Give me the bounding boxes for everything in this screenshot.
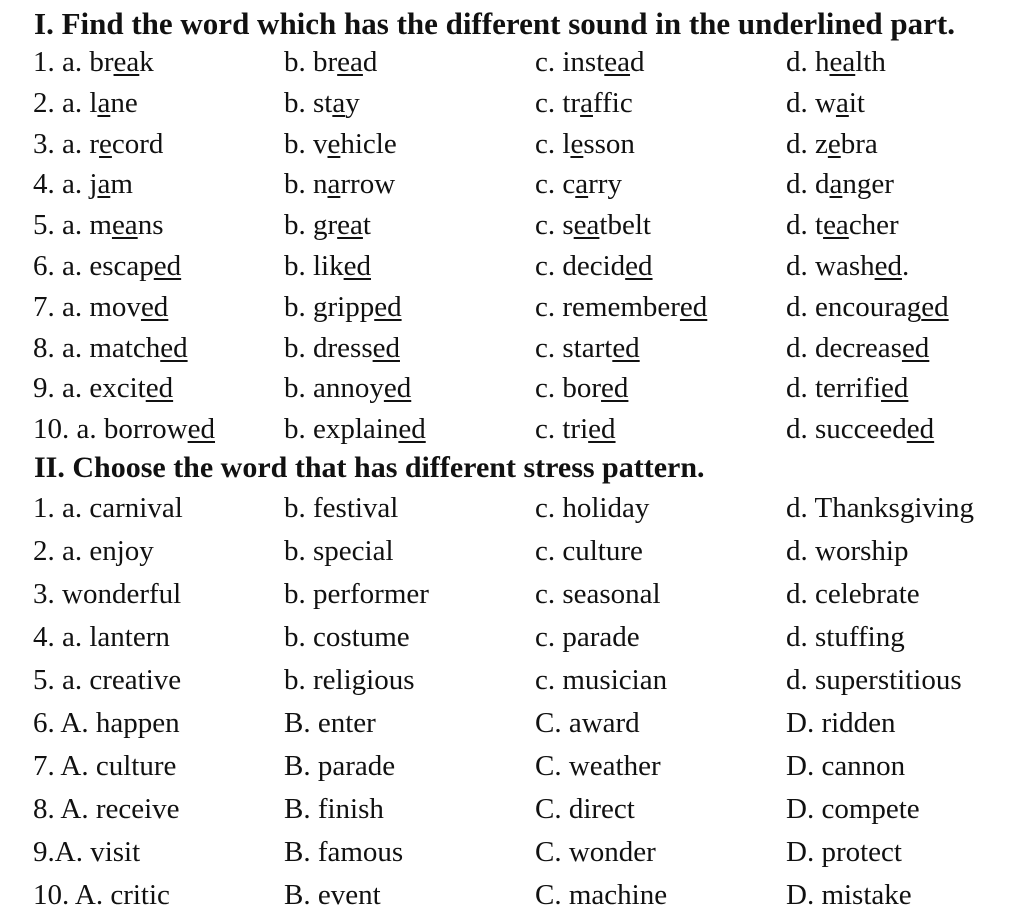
- option-text: b. br: [284, 46, 338, 78]
- answer-option: [535, 409, 616, 449]
- option-text: ffic: [592, 86, 633, 119]
- underlined-part: a: [829, 168, 843, 201]
- answer-option: c. parade: [535, 620, 640, 653]
- answer-option: d. worship: [786, 534, 909, 567]
- option-text: b. st: [284, 86, 333, 119]
- answer-option: [284, 164, 395, 204]
- answer-option: [284, 287, 402, 327]
- underlined-part: ed: [372, 331, 400, 364]
- option-text: d. decreas: [786, 331, 902, 364]
- section-2-questions: [0, 488, 1024, 918]
- answer-option: [284, 328, 400, 368]
- option-text: d. d: [786, 168, 830, 201]
- answer-option: C. wonder: [535, 835, 656, 868]
- underlined-part: ed: [881, 372, 909, 405]
- answer-option: B. finish: [284, 792, 384, 825]
- option-text: c. tr: [535, 86, 581, 119]
- option-text: 3. a. r: [33, 127, 100, 160]
- underlined-part: a: [332, 86, 346, 119]
- answer-option: 6. A. happen: [33, 706, 180, 739]
- option-text: d. succeed: [786, 413, 907, 446]
- answer-option: b. performer: [284, 577, 429, 610]
- option-text: cord: [111, 127, 164, 160]
- answer-option: [284, 124, 397, 164]
- underlined-part: ed: [383, 372, 412, 405]
- answer-option: 3. wonderful: [33, 577, 182, 610]
- answer-option: [535, 328, 640, 368]
- question-row: [0, 368, 1024, 409]
- option-text: b. n: [284, 168, 328, 201]
- question-row: [0, 832, 1024, 875]
- answer-option: [284, 246, 371, 286]
- underlined-part: ea: [113, 46, 140, 78]
- option-text: d. t: [786, 209, 824, 242]
- question-row: [0, 205, 1024, 246]
- option-text: c. bor: [535, 372, 602, 405]
- answer-option: [786, 124, 878, 164]
- answer-option: [786, 83, 865, 123]
- answer-option: b. special: [284, 534, 394, 567]
- option-text: d. w: [786, 86, 836, 119]
- question-row: [0, 246, 1024, 287]
- underlined-part: ed: [153, 249, 182, 282]
- answer-option: [284, 83, 360, 123]
- answer-option: [535, 205, 651, 245]
- answer-option: [786, 287, 949, 327]
- answer-option: 1. a. carnival: [33, 491, 183, 524]
- underlined-part: a: [575, 168, 589, 201]
- section-2-title: II. Choose the word that has different stress pattern.: [34, 450, 705, 484]
- question-row: [0, 42, 1024, 83]
- option-text: c. s: [535, 209, 574, 242]
- answer-option: [786, 246, 909, 286]
- option-text: b. gr: [284, 209, 338, 242]
- option-text: nger: [842, 168, 894, 201]
- underlined-part: e: [570, 127, 584, 160]
- answer-option: [33, 287, 168, 327]
- answer-option: d. celebrate: [786, 577, 920, 610]
- option-text: d: [362, 46, 378, 78]
- question-row: [0, 574, 1024, 617]
- answer-option: [33, 328, 188, 368]
- answer-option: B. parade: [284, 749, 396, 782]
- underlined-part: ed: [343, 249, 371, 282]
- answer-option: [786, 409, 934, 449]
- answer-option: 10. A. critic: [33, 878, 170, 911]
- question-row: [0, 617, 1024, 660]
- option-text: b. annoy: [284, 372, 384, 405]
- underlined-part: ea: [829, 46, 856, 78]
- question-row: [0, 531, 1024, 574]
- option-text: hicle: [340, 127, 397, 160]
- answer-option: [33, 42, 154, 82]
- option-text: d. encourag: [786, 290, 922, 323]
- option-text: sson: [583, 127, 635, 160]
- question-row: [0, 875, 1024, 918]
- option-text: t: [362, 209, 371, 242]
- underlined-part: ed: [625, 249, 653, 282]
- option-text: bra: [840, 127, 878, 160]
- option-text: 9. a. excit: [33, 372, 146, 405]
- answer-option: [284, 205, 371, 245]
- option-text: c. start: [535, 331, 613, 364]
- answer-option: [33, 164, 133, 204]
- option-text: .: [901, 249, 910, 282]
- answer-option: D. protect: [786, 835, 902, 868]
- question-row: [0, 789, 1024, 832]
- answer-option: [535, 124, 635, 164]
- answer-option: D. cannon: [786, 749, 906, 782]
- question-row: [0, 488, 1024, 531]
- answer-option: d. stuffing: [786, 620, 905, 653]
- answer-option: 2. a. enjoy: [33, 534, 154, 567]
- underlined-part: ea: [604, 46, 631, 78]
- underlined-part: e: [327, 127, 341, 160]
- underlined-part: a: [327, 168, 341, 201]
- answer-option: [535, 42, 645, 82]
- question-row: [0, 124, 1024, 165]
- option-text: k: [139, 46, 154, 78]
- answer-option: d. superstitious: [786, 663, 962, 696]
- option-text: y: [345, 86, 360, 119]
- answer-option: d. Thanksgiving: [786, 491, 974, 524]
- answer-option: [284, 368, 411, 408]
- answer-option: B. event: [284, 878, 381, 911]
- underlined-part: ea: [337, 209, 363, 242]
- answer-option: [535, 83, 633, 123]
- answer-option: c. culture: [535, 534, 643, 567]
- underlined-part: ed: [140, 290, 169, 323]
- answer-option: 7. A. culture: [33, 749, 177, 782]
- option-text: lth: [855, 46, 886, 78]
- answer-option: B. enter: [284, 706, 376, 739]
- answer-option: D. mistake: [786, 878, 912, 911]
- answer-option: [33, 124, 163, 164]
- question-row: [0, 328, 1024, 369]
- option-text: c. remember: [535, 290, 680, 323]
- question-row: [0, 703, 1024, 746]
- underlined-part: a: [97, 168, 111, 201]
- answer-option: [535, 164, 622, 204]
- underlined-part: ed: [145, 372, 174, 405]
- answer-option: D. ridden: [786, 706, 896, 739]
- answer-option: [786, 368, 908, 408]
- answer-option: b. costume: [284, 620, 410, 653]
- option-text: b. gripp: [284, 290, 375, 323]
- answer-option: c. holiday: [535, 491, 650, 524]
- option-text: c. l: [535, 127, 571, 160]
- option-text: 4. a. j: [33, 168, 98, 201]
- answer-option: [535, 287, 707, 327]
- answer-option: C. weather: [535, 749, 661, 782]
- answer-option: [33, 205, 163, 245]
- underlined-part: ed: [398, 413, 426, 446]
- option-text: 8. a. match: [33, 331, 161, 364]
- underlined-part: ed: [588, 413, 616, 446]
- underlined-part: ed: [374, 290, 402, 323]
- option-text: 10. a. borrow: [33, 413, 188, 446]
- answer-option: 9.A. visit: [33, 835, 141, 868]
- answer-option: [786, 164, 894, 204]
- answer-option: [786, 328, 929, 368]
- underlined-part: a: [580, 86, 593, 119]
- option-text: d. wash: [786, 249, 875, 282]
- option-text: 6. a. escap: [33, 249, 154, 282]
- option-text: c. decid: [535, 249, 626, 282]
- underlined-part: ed: [612, 331, 640, 364]
- section-1-questions: [0, 42, 1024, 450]
- option-text: ns: [137, 209, 164, 242]
- question-row: [0, 164, 1024, 205]
- underlined-part: e: [99, 127, 112, 160]
- answer-option: 5. a. creative: [33, 663, 182, 696]
- section-1-title: I. Find the word which has the different sound in the underlined part.: [34, 6, 955, 41]
- answer-option: c. musician: [535, 663, 668, 696]
- underlined-part: ea: [823, 209, 849, 242]
- answer-option: [33, 409, 215, 449]
- option-text: d. z: [786, 127, 828, 160]
- option-text: 2. a. l: [33, 86, 98, 119]
- answer-option: b. religious: [284, 663, 415, 696]
- underlined-part: a: [835, 86, 849, 119]
- answer-option: C. award: [535, 706, 640, 739]
- answer-option: [786, 205, 899, 245]
- option-text: d. terrifi: [786, 372, 882, 405]
- option-text: rry: [588, 168, 622, 201]
- option-text: 5. a. m: [33, 209, 112, 242]
- option-text: d: [630, 46, 645, 78]
- option-text: it: [848, 86, 865, 119]
- answer-option: 8. A. receive: [33, 792, 180, 825]
- option-text: 1. a. br: [33, 46, 114, 78]
- underlined-part: ed: [601, 372, 629, 405]
- option-text: b. dress: [284, 331, 373, 364]
- option-text: cher: [848, 209, 899, 242]
- underlined-part: ea: [573, 209, 600, 242]
- answer-option: 4. a. lantern: [33, 620, 170, 653]
- answer-option: [33, 368, 173, 408]
- underlined-part: ed: [921, 290, 949, 323]
- answer-option: [33, 246, 181, 286]
- option-text: m: [110, 168, 133, 201]
- answer-option: [786, 42, 886, 82]
- underlined-part: ea: [337, 46, 363, 78]
- option-text: c. tri: [535, 413, 589, 446]
- answer-option: [535, 246, 653, 286]
- answer-option: [535, 368, 628, 408]
- option-text: rrow: [340, 168, 396, 201]
- answer-option: c. seasonal: [535, 577, 661, 610]
- answer-option: C. direct: [535, 792, 635, 825]
- option-text: c. c: [535, 168, 576, 201]
- question-row: [0, 409, 1024, 450]
- underlined-part: ed: [187, 413, 216, 446]
- option-text: 7. a. mov: [33, 290, 141, 323]
- underlined-part: ed: [160, 331, 188, 364]
- question-row: [0, 83, 1024, 124]
- underlined-part: a: [97, 86, 111, 119]
- underlined-part: ed: [679, 290, 708, 323]
- underlined-part: ea: [111, 209, 138, 242]
- answer-option: B. famous: [284, 835, 404, 868]
- answer-option: D. compete: [786, 792, 920, 825]
- option-text: c. inst: [535, 46, 605, 78]
- answer-option: b. festival: [284, 491, 399, 524]
- answer-option: [284, 42, 377, 82]
- option-text: d. h: [786, 46, 830, 78]
- option-text: tbelt: [599, 209, 651, 242]
- option-text: ne: [110, 86, 138, 119]
- option-text: b. v: [284, 127, 328, 160]
- answer-option: [284, 409, 426, 449]
- underlined-part: ed: [874, 249, 902, 282]
- underlined-part: ed: [901, 331, 930, 364]
- underlined-part: e: [827, 127, 841, 160]
- answer-option: [33, 83, 138, 123]
- answer-option: C. machine: [535, 878, 668, 911]
- question-row: [0, 287, 1024, 328]
- option-text: b. lik: [284, 249, 344, 282]
- option-text: b. explain: [284, 413, 399, 446]
- underlined-part: ed: [906, 413, 935, 446]
- question-row: [0, 746, 1024, 789]
- question-row: [0, 660, 1024, 703]
